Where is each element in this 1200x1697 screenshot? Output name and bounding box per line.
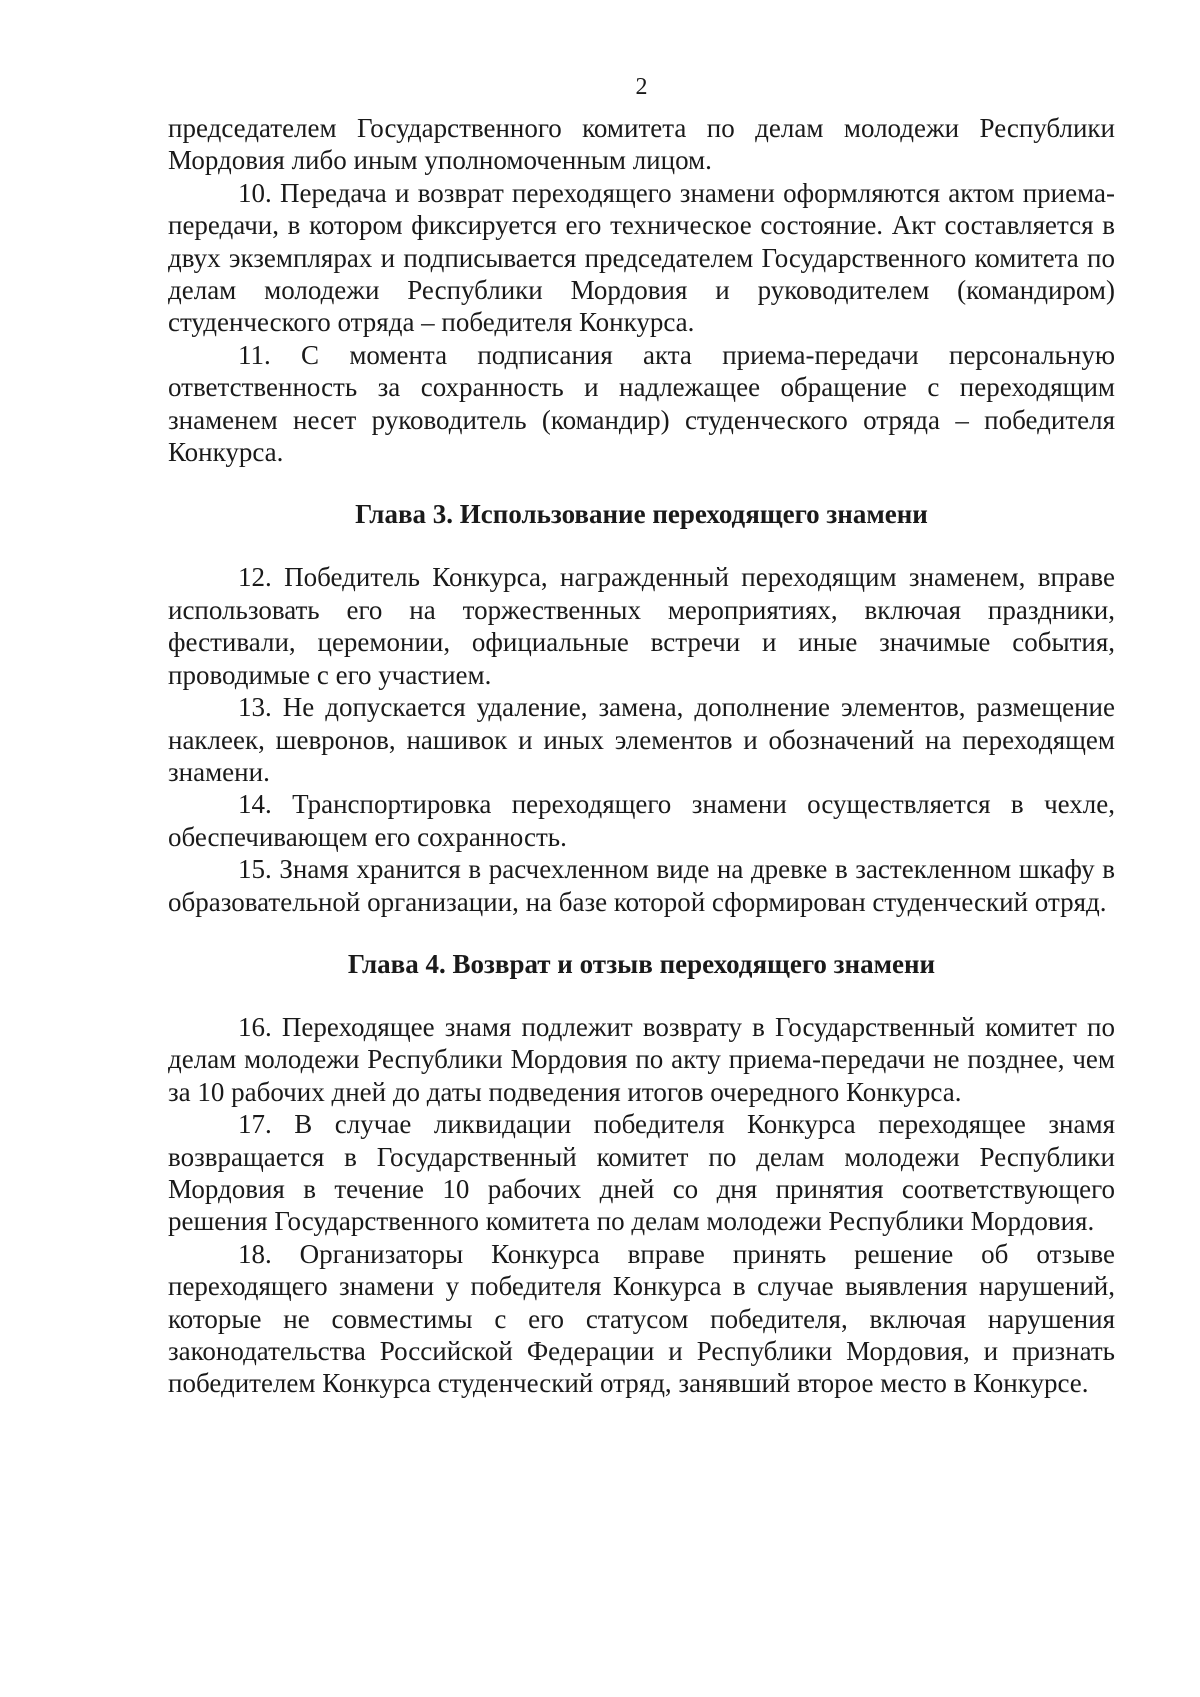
- page-number: 2: [635, 74, 648, 100]
- document-page: [168, 72, 1115, 1400]
- paragraph-15: 15. Знамя хранится в расчехленном виде на древке в застекленном шкафу в образовательной организации, на базе которой сформирован студенческий отряд.: [168, 854, 1115, 917]
- paragraph-continuation: председателем Государственного комитета по делам молодежи Республики Мордовия либо иным уполномоченным лицом.: [168, 113, 1115, 176]
- paragraph-13: 13. Не допускается удаление, замена, дополнение элементов, размещение наклеек, шевронов, нашивок и иных элементов и обозначений на переходящем знамени.: [168, 692, 1115, 787]
- chapter-4-heading: Глава 4. Возврат и отзыв переходящего знамени: [347, 948, 936, 979]
- paragraph-14: 14. Транспортировка переходящего знамени осуществляется в чехле, обеспечивающем его сохранность.: [168, 789, 1115, 852]
- paragraph-17: 17. В случае ликвидации победителя Конкурса переходящее знамя возвращается в Государственный комитет по делам молодежи Республики Мордовия в течение 10 рабочих дней со дня принятия соответствующего решения Государственного комитета по делам молодежи Республики Мордовия.: [168, 1109, 1115, 1237]
- paragraph-10: 10. Передача и возврат переходящего знамени оформляются актом приема-передачи, в котором фиксируется его техническое состояние. Акт составляется в двух экземплярах и подписывается председателем Государственного комитета по делам молодежи Республики Мордовия и руководителем (командиром) студенческого отряда – победителя Конкурса.: [168, 177, 1115, 338]
- paragraph-16: 16. Переходящее знамя подлежит возврату в Государственный комитет по делам молодежи Республики Мордовия по акту приема-передачи не позднее, чем за 10 рабочих дней до даты подведения итогов очередного Конкурса.: [168, 1011, 1115, 1107]
- paragraph-18: 18. Организаторы Конкурса вправе принять решение об отзыве переходящего знамени у победителя Конкурса в случае выявления нарушений, которые не совместимы с его статусом победителя, включая нарушения законодательства Российской Федерации и Республики Мордовия, и признать победителем Конкурса студенческий отряд, занявший второе место в Конкурсе.: [168, 1238, 1115, 1399]
- paragraph-12: 12. Победитель Конкурса, награжденный переходящим знаменем, вправе использовать его на торжественных мероприятиях, включая праздники, фестивали, церемонии, официальные встречи и иные значимые события, проводимые с его участием.: [168, 562, 1115, 690]
- paragraph-11: 11. С момента подписания акта приема-передачи персональную ответственность за сохранность и надлежащее обращение с переходящим знаменем несет руководитель (командир) студенческого отряда – победителя Конкурса.: [168, 339, 1115, 468]
- chapter-3-heading: Глава 3. Использование переходящего знамени: [355, 499, 928, 530]
